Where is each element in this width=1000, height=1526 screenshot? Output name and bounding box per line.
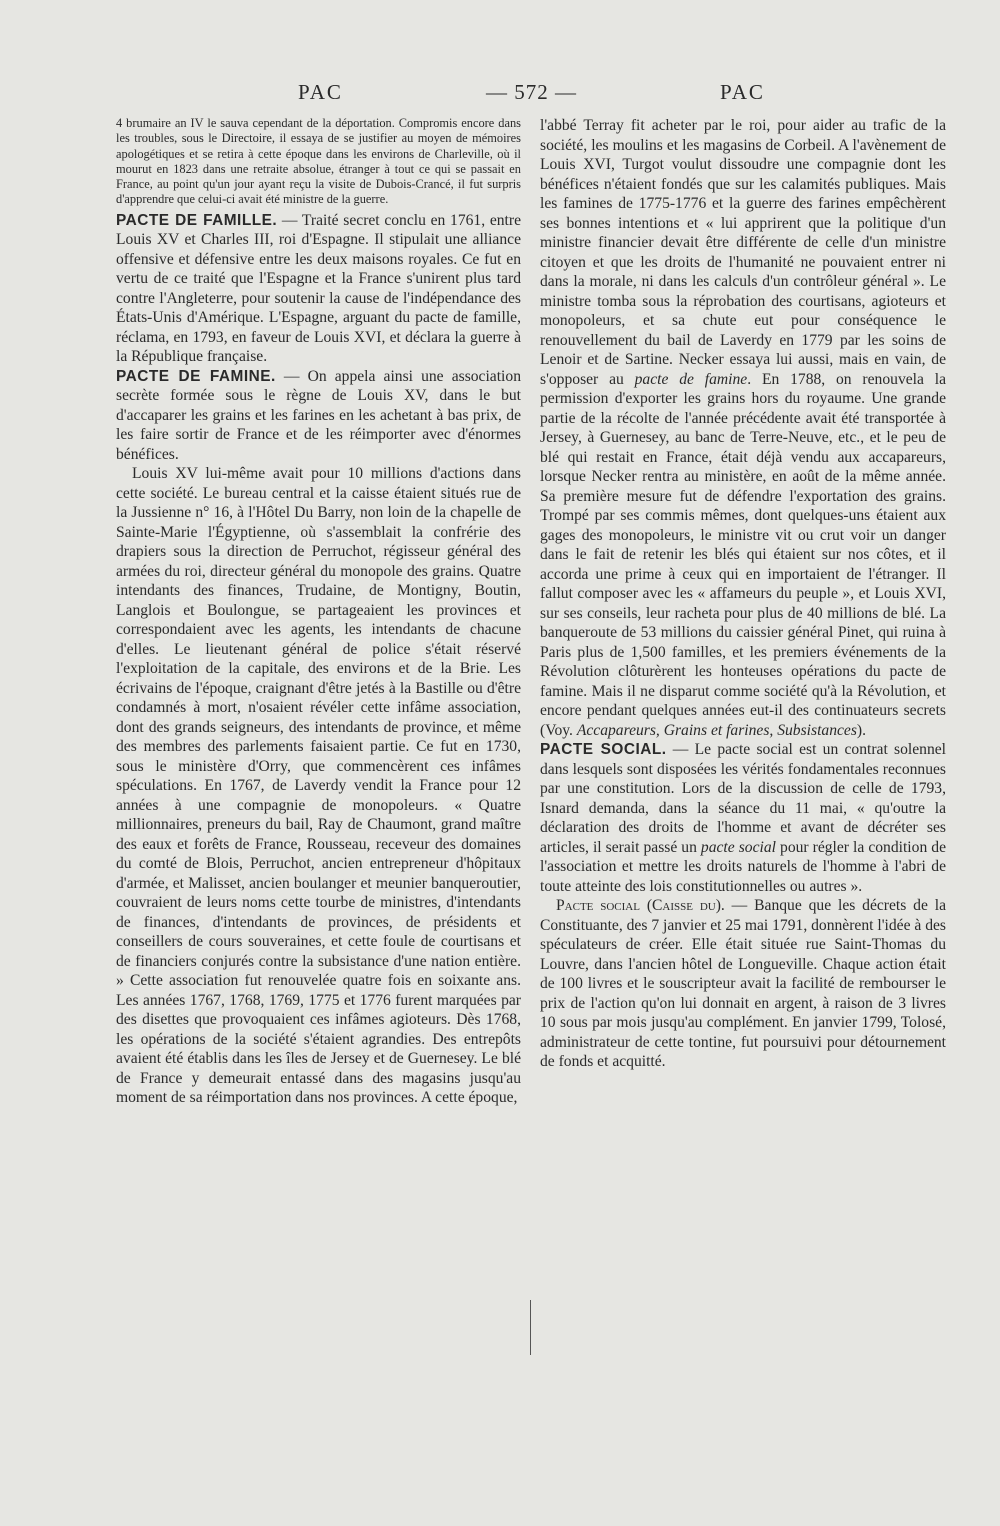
famine-continuation [540, 116, 946, 740]
entry-text: — Traité secret conclu en 1761, entre Louis XV et Charles III, roi d'Espagne. Il stipulait une alliance offensive et défensive entre les deux maisons royales. Ce fut en vertu de ce traité que l'Espagne et la France s'unirent plus tard contre l'Angleterre, pour soutenir la cause de l'indépendance des États-Unis d'Amérique. L'Espagne, arguant du pacte de famille, réclama, en 1793, en faveur de Louis XVI, et déclara la guerre à la République française. [116, 211, 521, 366]
entry-heading: PACTE SOCIAL. [540, 741, 667, 758]
entry-pacte-social [540, 740, 946, 896]
entry-heading: PACTE DE FAMILLE. [116, 211, 278, 229]
header-right-word: PAC [720, 80, 765, 104]
italic-cross-references: Accapareurs, Grains et farines, Subsistances [576, 721, 857, 739]
entry-text: — Banque que les décrets de la Constituante, des 7 janvier et 25 mai 1791, donnèrent l'idée à des spéculateurs de créer. Elle était située rue Saint-Thomas du Louvre, dans l'ancien hôtel de Longueville. Chaque action était de 100 livres et le souscripteur avait la facilité de rembourser le prix de l'action qu'on lui donnait en argent, à raison de 3 livres 10 sous par mois jusqu'au complément. En janvier 1799, Tolosé, administrateur de cette tontine, fut poursuivi pour détournement de fonds et acquitté. [540, 897, 947, 1070]
entry-pacte-de-famine [116, 367, 521, 465]
continuation-text-a: l'abbé Terray fit acheter par le roi, pour aider au trafic de la société, les moulins et les magasins de Corbeil. A l'avènement de Louis XVI, Turgot voulut dissoudre une compagnie dont les bénéfices n'étaient fondés que sur les calamités publiques. Mais les famines de 1775-1776 et la guerre des farines empêchèrent ses bonnes intentions et « lui apprirent que la politique d'un ministre financier devait être différente de celle d'un ministre citoyen et que les droits de l'humanité ne pouvaient entrer ni dans la morale, ni dans les calculs d'un contrôleur général ». Le ministre tomba sous la réprobation des courtisans, agioteurs et monopoleurs, et sa chute eut pour conséquence le renouvellement du bail de Laverdy en 1779 par les soins de Lenoir et de Sartine. Necker essaya lui aussi, mais en vain, de s'opposer au [540, 117, 946, 388]
continuation-text-b: . En 1788, on renouvela la permission d'exporter les grains hors du royaume. Une grande partie de la récolte de l'année précédente avait été transportée à Jersey, à Guernesey, au banc de Terre-Neuve, etc., et le peu de blé qui restait en France, était déjà vendu aux accapareurs, lorsque Necker rentra au ministère, en août de la même année. Sa première mesure fut de défendre l'exportation des grains. Trompé par ses commis mêmes, dont quelques-uns étaient aux gages des monopoleurs, le ministre vit ou crut voir un danger dans le fait de retenir les blés qui étaient sur nos côtes, et il accorda une prime à ceux qui en importaient de l'étranger. Il fallut composer avec les « affameurs du peuple », et Louis XVI, sur ses conseils, leur racheta pour plus de 40 millions de blé. La banqueroute de 53 millions du caissier général Pinet, qui ruina à Paris plus de 1,500 familles, et les premiers événements de la Révolution clôturèrent les honteuses opérations du pacte de famine. Mais il ne disparut comme société qu'à la Révolution, et encore pendant quelques années eut-il des continuateurs secrets (Voy. [540, 370, 946, 739]
entry-pacte-de-famille [116, 211, 521, 367]
entry-text-b: pour régler la condition de l'association et mettre les droits naturels de l'homme à l'abri de toute atteinte des lois constitutionnelles ou autres ». [540, 838, 946, 895]
running-header [0, 80, 1000, 114]
entry-text-a: — Le pacte social est un contrat solennel dans lesquels sont disposées les vérités fondamentales reconnues par une constitution. Lors de la discussion de celle de 1793, Isnard demanda, dans la séance du 11 mai, « qu'outre la déclaration des droits de l'homme et avant de décréter ses articles, il serait passé un [540, 741, 946, 856]
italic-pacte-social: pacte social [700, 838, 776, 856]
column-rule [530, 1300, 531, 1355]
italic-pacte-de-famine: pacte de famine [634, 370, 748, 388]
header-left-word: PAC [298, 80, 343, 104]
entry-caisse-du-pacte-social [540, 896, 946, 1072]
continuation-text-c: ). [856, 721, 867, 739]
entry-heading: Pacte social (Caisse du). [556, 897, 725, 914]
intro-paragraph: 4 brumaire an IV le sauva cependant de la déportation. Compromis encore dans les troubles, sous le Directoire, il essaya de se justifier au moyen de mémoires apologétiques et se retira à cette époque dans les environs de Charleville, où il mourut en 1823 dans une retraite absolue, étranger à tout ce qui se passait en France, au point qu'un jour ayant reçu la visite de Dubois-Crancé, il fut surpris d'apprendre que celui-ci avait été ministre de la guerre. [116, 116, 521, 207]
left-column [116, 116, 521, 1108]
entry-heading: PACTE DE FAMINE. [116, 367, 276, 385]
famine-paragraph-2: Louis XV lui-même avait pour 10 millions d'actions dans cette société. Le bureau central et la caisse étaient situés rue de la Jussienne n° 16, à l'Hôtel Du Barry, non loin de la chapelle de Sainte-Marie l'Égyptienne, où s'assemblait la confrérie des drapiers sous la direction de Perruchot, régisseur général des armées du roi, directeur général du monopole des grains. Quatre intendants des finances, Trudaine, de Montigny, Boutin, Langlois et Boulongue, se partageaient les provinces et correspondaient avec les agents, les intendants de chacune d'elles. Le lieutenant général de police s'était réservé l'exploitation de la capitale, des environs et de la Brie. Les écrivains de l'époque, craignant d'être jetés à la Bastille ou d'être condamnés à mort, n'osaient révéler cette infâme association, dont des grands seigneurs, des intendants de province, et même des membres des parlements faisaient partie. Ce fut en 1730, sous le ministère d'Orry, que commencèrent ces infâmes spéculations. En 1767, de Laverdy vendit la France pour 12 années à une compagnie de monopoleurs. « Quatre millionnaires, preneurs du bail, Ray de Chaumont, grand maître des eaux et forêts de France, Rousseau, receveur des domaines du comté de Blois, Perruchot, ancien entrepreneur d'hôpitaux d'armée, et Malisset, ancien boulanger et meunier banqueroutier, couvraient de leurs noms cette tourbe de ministres, d'intendants de finances, d'intendants de provinces, de présidents et conseillers de cours souveraines, et cette foule de courtisans et de financiers conjurés contre la subsistance d'une nation entière. » Cette association fut renouvelée quatre fois en soixante ans. Les années 1767, 1768, 1769, 1775 et 1776 furent marquées par des disettes que provoquaient ces infâmes agioteurs. Dès 1768, les opérations de la société s'étaient agrandies. Des entrepôts avaient été établis dans les îles de Jersey et de Guernesey. Le blé de France y demeurait entassé dans des magasins jusqu'au moment de sa réimportation dans nos provinces. A cette époque, [116, 465, 521, 1107]
entry-text: — On appela ainsi une association secrète formée sous le règne de Louis XV, dans le but d'accaparer les grains et les farines en les achetant à bas prix, de les faire sortir de France et de les réimporter avec d'énormes bénéfices. [116, 367, 521, 463]
right-column [540, 116, 946, 1072]
page-number: — 572 — [486, 80, 577, 104]
